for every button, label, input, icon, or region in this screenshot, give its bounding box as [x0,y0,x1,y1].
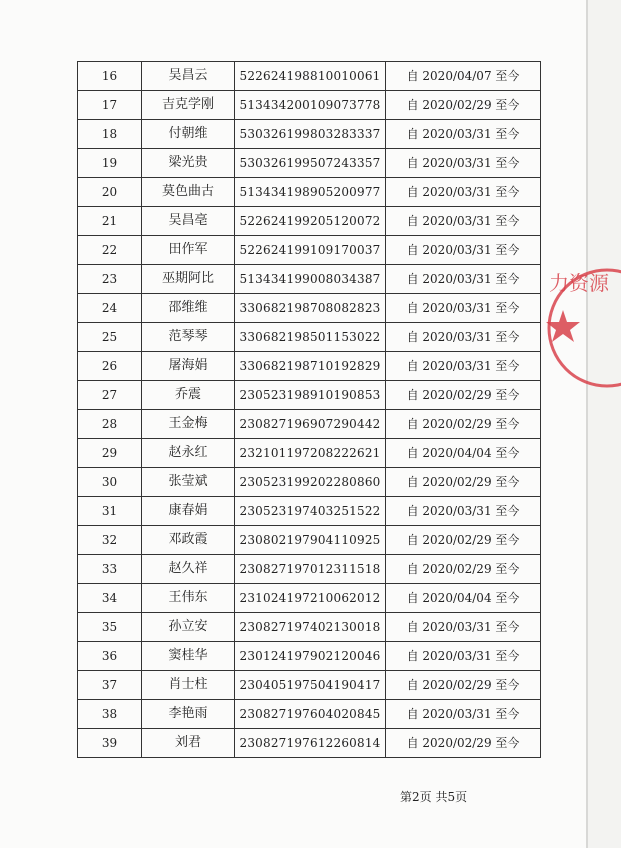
row-number: 17 [78,91,142,120]
row-name: 王金梅 [142,410,235,439]
row-id-number: 330682198501153022 [235,323,386,352]
row-id-number: 513434200109073778 [235,91,386,120]
row-name: 吉克学刚 [142,91,235,120]
row-date-range: 自 2020/02/29 至今 [386,671,541,700]
row-id-number: 230827197604020845 [235,700,386,729]
table-row [78,642,541,671]
table-row [78,700,541,729]
row-id-number: 230523199202280860 [235,468,386,497]
table-row [78,120,541,149]
row-date-range: 自 2020/03/31 至今 [386,294,541,323]
row-id-number: 330682198710192829 [235,352,386,381]
row-date-range: 自 2020/03/31 至今 [386,323,541,352]
table-row [78,584,541,613]
row-number: 24 [78,294,142,323]
row-number: 35 [78,613,142,642]
table-row [78,439,541,468]
row-date-range: 自 2020/03/31 至今 [386,178,541,207]
row-number: 27 [78,381,142,410]
row-name: 赵久祥 [142,555,235,584]
row-id-number: 522624199109170037 [235,236,386,265]
row-id-number: 230124197902120046 [235,642,386,671]
row-date-range: 自 2020/03/31 至今 [386,700,541,729]
row-date-range: 自 2020/03/31 至今 [386,207,541,236]
table-row [78,410,541,439]
row-id-number: 522624198810010061 [235,62,386,91]
row-id-number: 513434198905200977 [235,178,386,207]
row-name: 屠海娟 [142,352,235,381]
table-row [78,497,541,526]
row-date-range: 自 2020/03/31 至今 [386,642,541,671]
row-date-range: 自 2020/02/29 至今 [386,526,541,555]
row-id-number: 230523197403251522 [235,497,386,526]
table-row [78,178,541,207]
row-number: 16 [78,62,142,91]
row-name: 赵永红 [142,439,235,468]
row-name: 康春娟 [142,497,235,526]
row-name: 田作军 [142,236,235,265]
table-row [78,236,541,265]
table-row [78,468,541,497]
row-number: 39 [78,729,142,758]
row-number: 32 [78,526,142,555]
row-name: 莫色曲古 [142,178,235,207]
table-row [78,91,541,120]
row-number: 36 [78,642,142,671]
row-date-range: 自 2020/03/31 至今 [386,236,541,265]
table-row [78,613,541,642]
row-id-number: 513434199008034387 [235,265,386,294]
row-id-number: 232101197208222621 [235,439,386,468]
table-row [78,526,541,555]
row-name: 王伟东 [142,584,235,613]
table-row [78,729,541,758]
row-id-number: 230827197012311518 [235,555,386,584]
row-id-number: 230827197402130018 [235,613,386,642]
row-name: 乔震 [142,381,235,410]
row-date-range: 自 2020/02/29 至今 [386,381,541,410]
row-number: 26 [78,352,142,381]
row-name: 吴昌云 [142,62,235,91]
page-edge [586,0,588,848]
row-id-number: 230405197504190417 [235,671,386,700]
row-name: 肖士柱 [142,671,235,700]
row-date-range: 自 2020/04/04 至今 [386,439,541,468]
row-name: 刘君 [142,729,235,758]
row-number: 28 [78,410,142,439]
row-date-range: 自 2020/03/31 至今 [386,497,541,526]
table-row [78,352,541,381]
row-name: 梁光贵 [142,149,235,178]
table-row [78,149,541,178]
row-date-range: 自 2020/04/07 至今 [386,62,541,91]
roster-body [78,62,541,758]
row-number: 38 [78,700,142,729]
row-id-number: 230827197612260814 [235,729,386,758]
row-date-range: 自 2020/02/29 至今 [386,410,541,439]
row-number: 29 [78,439,142,468]
row-name: 张莹斌 [142,468,235,497]
table-row [78,381,541,410]
row-name: 孙立安 [142,613,235,642]
row-date-range: 自 2020/02/29 至今 [386,91,541,120]
row-name: 邓政霞 [142,526,235,555]
row-name: 付朝维 [142,120,235,149]
table-row [78,294,541,323]
table-row [78,62,541,91]
seal-text: 力资源 [549,271,609,295]
table-row [78,265,541,294]
row-number: 33 [78,555,142,584]
row-name: 李艳雨 [142,700,235,729]
row-name: 窦桂华 [142,642,235,671]
row-date-range: 自 2020/02/29 至今 [386,468,541,497]
roster-table [77,61,541,758]
row-id-number: 231024197210062012 [235,584,386,613]
row-number: 21 [78,207,142,236]
row-date-range: 自 2020/03/31 至今 [386,120,541,149]
row-id-number: 230523198910190853 [235,381,386,410]
row-id-number: 522624199205120072 [235,207,386,236]
row-number: 31 [78,497,142,526]
row-date-range: 自 2020/03/31 至今 [386,265,541,294]
row-id-number: 330682198708082823 [235,294,386,323]
row-date-range: 自 2020/03/31 至今 [386,352,541,381]
row-number: 23 [78,265,142,294]
row-number: 37 [78,671,142,700]
row-id-number: 530326199507243357 [235,149,386,178]
table-row [78,555,541,584]
table-row [78,323,541,352]
row-number: 30 [78,468,142,497]
row-date-range: 自 2020/02/29 至今 [386,729,541,758]
row-id-number: 230802197904110925 [235,526,386,555]
row-id-number: 230827196907290442 [235,410,386,439]
table-row [78,207,541,236]
official-seal [541,262,621,394]
row-date-range: 自 2020/03/31 至今 [386,149,541,178]
row-number: 18 [78,120,142,149]
row-number: 34 [78,584,142,613]
row-name: 范琴琴 [142,323,235,352]
row-name: 吴昌亳 [142,207,235,236]
page-footer: 第2页 共5页 [400,790,468,804]
row-date-range: 自 2020/03/31 至今 [386,613,541,642]
table-row [78,671,541,700]
row-name: 邵维维 [142,294,235,323]
row-number: 25 [78,323,142,352]
row-id-number: 530326199803283337 [235,120,386,149]
row-number: 20 [78,178,142,207]
row-date-range: 自 2020/04/04 至今 [386,584,541,613]
row-date-range: 自 2020/02/29 至今 [386,555,541,584]
row-number: 19 [78,149,142,178]
row-name: 巫期阿比 [142,265,235,294]
row-number: 22 [78,236,142,265]
